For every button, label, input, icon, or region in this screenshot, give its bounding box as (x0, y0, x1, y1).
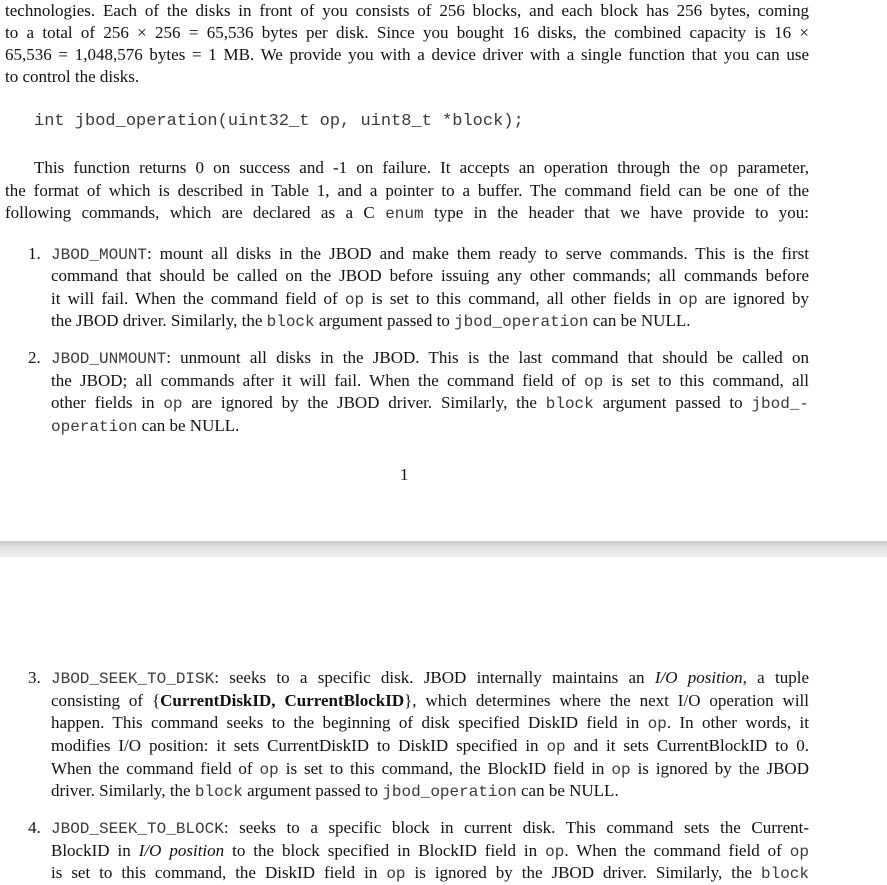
item1-line-2: command that should be called on the JBOD before issuing any other commands; all commands before (51, 266, 809, 285)
item4-line-1: JBOD_SEEK_TO_BLOCK: seeks to a specific block in current disk. This command sets the Current- (51, 818, 809, 838)
list-number-1: 1. (28, 244, 41, 263)
intro-line-4: to control the disks. (5, 67, 140, 86)
list-number-4: 4. (28, 818, 41, 837)
para2-line-2: the format of which is described in Table 1, and a pointer to a buffer. The command field can be one of the (5, 181, 809, 200)
intro-line-2: to a total of 256 × 256 = 65,536 bytes per disk. Since you bought 16 disks, the combined capacity is 16 × (5, 23, 809, 42)
item1-line-4: the JBOD driver. Similarly, the block argument passed to jbod_operation can be NULL. (51, 311, 691, 331)
item3-line-2: consisting of {CurrentDiskID, CurrentBlockID}, which determines where the next I/O operation will (51, 691, 809, 710)
item3-line-5: When the command field of op is set to this command, the BlockID field in op is ignored by the JBOD (51, 759, 809, 779)
item4-line-2: BlockID in I/O position to the block specified in BlockID field in op. When the command field of op (51, 841, 809, 861)
intro-line-1: technologies. Each of the disks in front of you consists of 256 blocks, and each block has 256 bytes, coming (5, 1, 809, 20)
intro-line-3: 65,536 = 1,048,576 bytes = 1 MB. We provide you with a device driver with a single function that you can use (5, 45, 809, 64)
code-signature: int jbod_operation(uint32_t op, uint8_t *block); (34, 112, 524, 131)
item2-line-2: the JBOD; all commands after it will fail. When the command field of op is set to this command, all (51, 371, 809, 391)
para2-line-1: This function returns 0 on success and -1 on failure. It accepts an operation through the op parameter, (34, 158, 809, 178)
item3-line-3: happen. This command seeks to the beginning of disk specified DiskID field in op. In other words, it (51, 713, 810, 733)
item3-line-4: modifies I/O position: it sets CurrentDiskID to DiskID specified in op and it sets CurrentBlockID to 0. (51, 736, 809, 756)
item3-line-1: JBOD_SEEK_TO_DISK: seeks to a specific disk. JBOD internally maintains an I/O position, a tuple (51, 668, 810, 688)
item2-line-3: other fields in op are ignored by the JBOD driver. Similarly, the block argument passed to jbod_- (51, 393, 809, 413)
page-number: 1 (400, 465, 409, 484)
item2-line-4: operation can be NULL. (51, 416, 240, 436)
list-number-2: 2. (28, 348, 41, 367)
item3-line-6: driver. Similarly, the block argument passed to jbod_operation can be NULL. (51, 781, 619, 801)
item1-line-1: JBOD_MOUNT: mount all disks in the JBOD and make them ready to serve commands. This is the first (51, 244, 809, 264)
document-page-2 (0, 557, 887, 884)
list-number-3: 3. (28, 668, 41, 687)
item1-line-3: it will fail. When the command field of op is set to this command, all other fields in op are ignored by (51, 289, 810, 309)
item4-line-3: is set to this command, the DiskID field in op is ignored by the JBOD driver. Similarly, the block (51, 863, 810, 883)
para2-line-3: following commands, which are declared as a C enum type in the header that we have provide to you: (5, 203, 810, 223)
item2-line-1: JBOD_UNMOUNT: unmount all disks in the JBOD. This is the last command that should be called on (51, 348, 809, 368)
page-separator (0, 541, 887, 557)
